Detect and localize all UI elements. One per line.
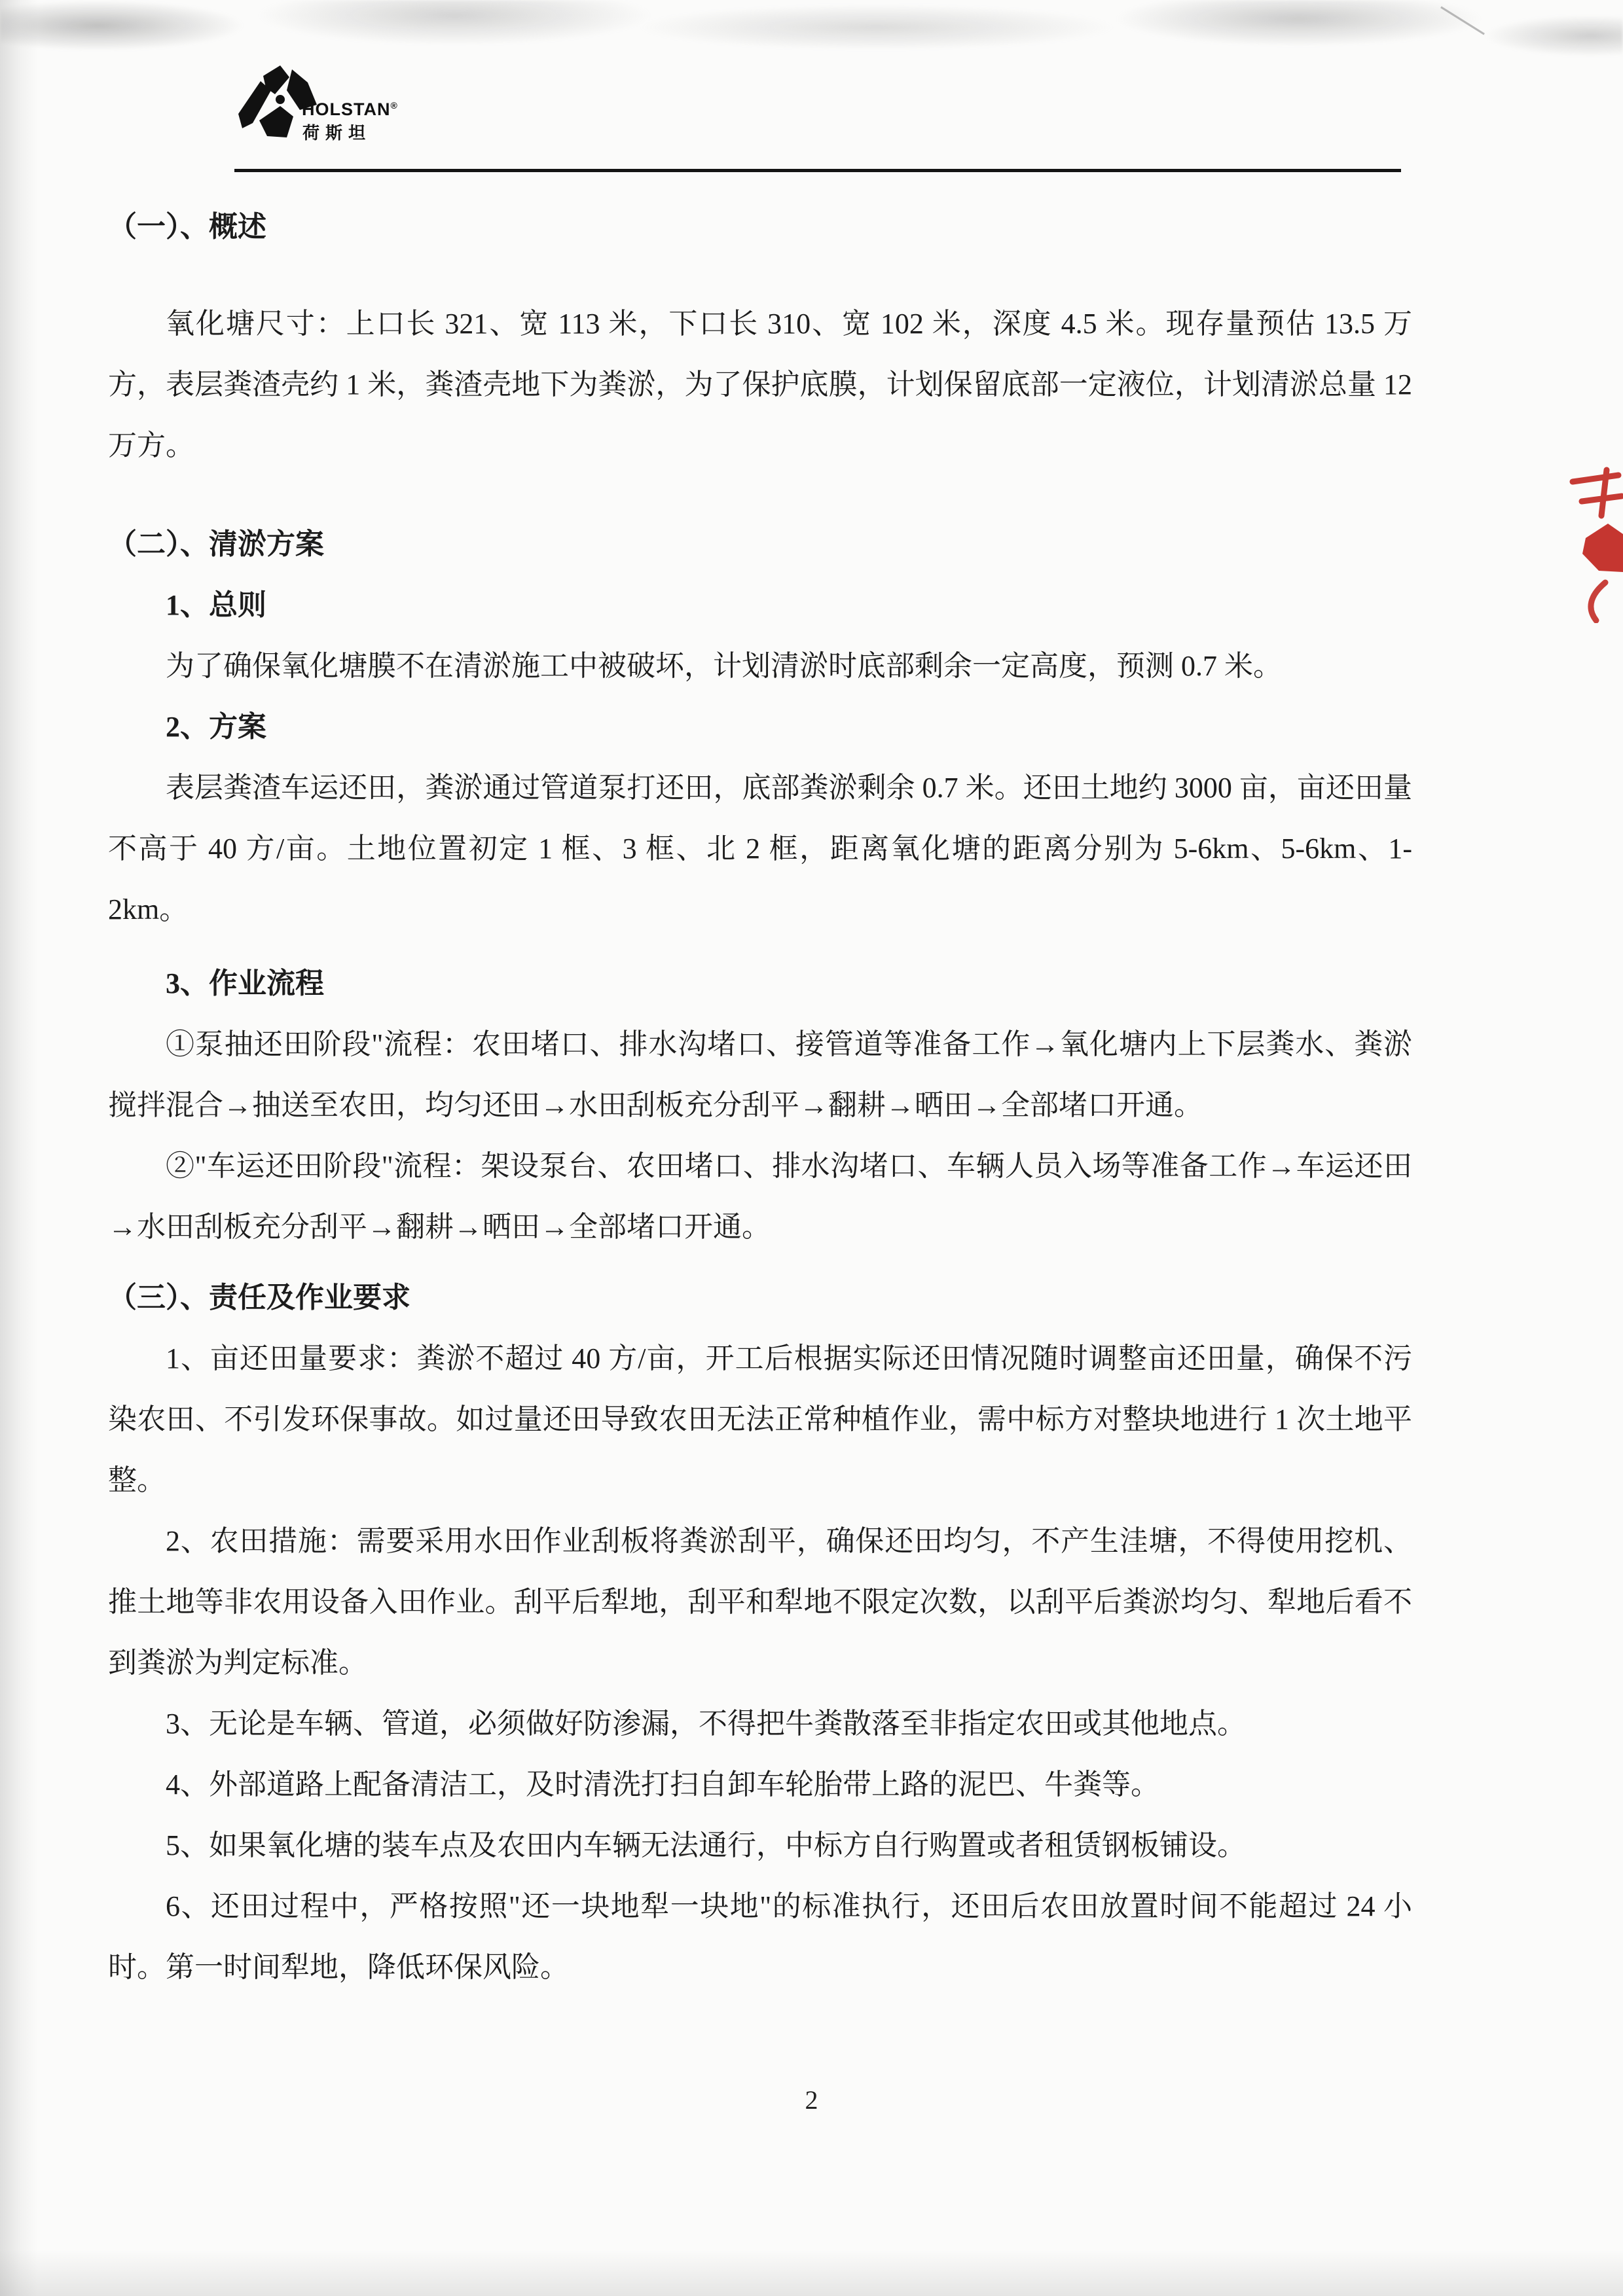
paragraph-req-2: 2、农田措施：需要采用水田作业刮板将粪淤刮平，确保还田均匀，不产生洼塘，不得使用挖机、推土地等非农用设备入田作业。刮平后犁地，刮平和犁地不限定次数，以刮平后粪淤均匀、犁地后看不到粪淤为判定标准。 bbox=[108, 1525, 1412, 1679]
paragraph-req-4: 4、外部道路上配备清洁工，及时清洗打扫自卸车轮胎带上路的泥巴、牛粪等。 bbox=[166, 1768, 1159, 1801]
logo-wordmark: HOLSTAN bbox=[302, 99, 391, 119]
paragraph-workflow-1: ①泵抽还田阶段"流程：农田堵口、排水沟堵口、接管道等准备工作→氧化塘内上下层粪水、粪淤搅拌混合→抽送至农田，均匀还田→水田刮板充分刮平→翻耕→晒田→全部堵口开通。 bbox=[108, 1028, 1412, 1121]
section-heading-1: （一）、概述 bbox=[108, 211, 266, 243]
logo-text-cn: 荷斯坦 bbox=[302, 124, 372, 143]
scan-noise-left-edge bbox=[0, 0, 38, 2296]
subheading-principle: 1、总则 bbox=[166, 589, 266, 621]
paragraph-req-5: 5、如果氧化塘的装车点及农田内车辆无法通行，中标方自行购置或者租赁钢板铺设。 bbox=[166, 1829, 1246, 1861]
page-number: 2 bbox=[805, 2085, 818, 2115]
registered-mark: ® bbox=[390, 100, 398, 111]
section-heading-3: （三）、责任及作业要求 bbox=[108, 1282, 410, 1314]
paragraph-plan: 表层粪渣车运还田，粪淤通过管道泵打还田，底部粪淤剩余 0.7 米。还田土地约 3000 亩，亩还田量不高于 40 方/亩。土地位置初定 1 框、3 框、北 2 框，距离氧化塘的距离分别为 5-6km、5-6km、1-2km。 bbox=[108, 772, 1412, 925]
company-logo bbox=[234, 63, 405, 149]
paragraph-overview: 氧化塘尺寸：上口长 321、宽 113 米，下口长 310、宽 102 米，深度 4.5 米。现存量预估 13.5 万方，表层粪渣壳约 1 米，粪渣壳地下为粪淤，为了保护底膜，计划保留底部一定液位，计划清淤总量 12 万方。 bbox=[108, 308, 1412, 461]
red-stamp-fragment-icon bbox=[1561, 466, 1623, 623]
paragraph-principle: 为了确保氧化塘膜不在清淤施工中被破坏，计划清淤时底部剩余一定高度，预测 0.7 米。 bbox=[166, 650, 1282, 682]
paragraph-req-1: 1、亩还田量要求：粪淤不超过 40 方/亩，开工后根据实际还田情况随时调整亩还田量，确保不污染农田、不引发环保事故。如过量还田导致农田无法正常种植作业，需中标方对整块地进行 1 次土地平整。 bbox=[108, 1342, 1412, 1496]
subheading-plan: 2、方案 bbox=[166, 711, 266, 743]
section-heading-2: （二）、清淤方案 bbox=[108, 528, 324, 560]
red-stamp-marks bbox=[1561, 466, 1623, 623]
logo-text-en bbox=[302, 99, 398, 120]
paragraph-req-6: 6、还田过程中，严格按照"还一块地犁一块地"的标准执行，还田后农田放置时间不能超过 24 小时。第一时间犁地，降低环保风险。 bbox=[108, 1890, 1412, 1983]
subheading-workflow: 3、作业流程 bbox=[166, 967, 324, 999]
paragraph-req-3: 3、无论是车辆、管道，必须做好防渗漏，不得把牛粪散落至非指定农田或其他地点。 bbox=[166, 1708, 1246, 1740]
document-body bbox=[108, 196, 1412, 1998]
paragraph-workflow-2: ②"车运还田阶段"流程：架设泵台、农田堵口、排水沟堵口、车辆人员入场等准备工作→车运还田→水田刮板充分刮平→翻耕→晒田→全部堵口开通。 bbox=[108, 1150, 1412, 1243]
scan-scratch-mark bbox=[1440, 7, 1485, 35]
scan-noise-bottom-edge bbox=[0, 2250, 1623, 2296]
header-divider bbox=[234, 169, 1401, 172]
